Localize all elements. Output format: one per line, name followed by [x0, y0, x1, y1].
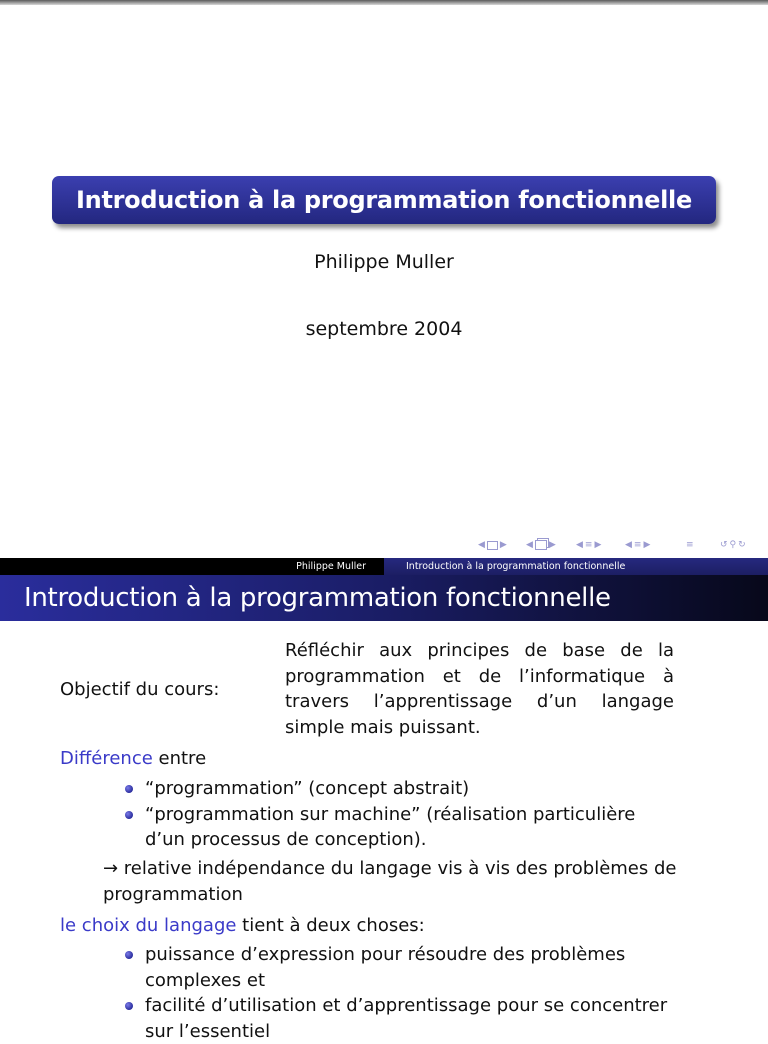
- nav-right-arrow-icon[interactable]: ▶: [643, 540, 651, 550]
- choice-rest: tient à deux choses:: [236, 915, 425, 936]
- nav-right-arrow-icon[interactable]: ▶: [594, 540, 602, 550]
- undo-icon[interactable]: ↺: [720, 540, 728, 550]
- slide-body: [0, 621, 768, 1042]
- list-item-text: “programmation sur machine” (réalisation particulière d’un processus de conception).: [145, 803, 636, 850]
- bullet-icon: [125, 811, 133, 819]
- nav-toc[interactable]: [686, 538, 694, 552]
- bullet-icon: [125, 951, 133, 959]
- objective-label: Objectif du cours:: [60, 679, 220, 700]
- difference-list: [0, 776, 768, 853]
- nav-search-group[interactable]: [720, 538, 746, 552]
- difference-highlight: Différence: [60, 748, 153, 769]
- list-item: [0, 942, 768, 993]
- slide-footer: [0, 558, 768, 575]
- arrow-paragraph: → relative indépendance du langage vis à vis des problèmes de programmation: [103, 858, 677, 905]
- search-icon[interactable]: ⚲: [729, 540, 737, 550]
- footer-author: Philippe Muller: [296, 561, 366, 572]
- frame-icon[interactable]: [487, 541, 498, 550]
- bullet-icon: [125, 1002, 133, 1010]
- difference-line: [60, 746, 206, 772]
- nav-left-arrow-icon[interactable]: ◀: [625, 540, 632, 550]
- nav-right-arrow-icon[interactable]: ▶: [548, 540, 556, 550]
- nav-left-arrow-icon[interactable]: ◀: [478, 540, 485, 550]
- objective-text: Réfléchir aux principes de base de la programmation et de l’informatique à travers l’apprentissage d’un langage simple mais puissant.: [285, 640, 674, 738]
- list-item: [0, 993, 768, 1044]
- choice-highlight: le choix du langage: [60, 915, 237, 936]
- nav-left-arrow-icon[interactable]: ◀: [576, 540, 583, 550]
- nav-section-group[interactable]: [576, 538, 601, 552]
- presentation-title: Introduction à la programmation fonctionnelle: [52, 176, 716, 224]
- list-item-text: “programmation” (concept abstrait): [145, 778, 470, 799]
- list-item-text: facilité d’utilisation et d’apprentissage pour se concentrer sur l’essentiel: [145, 995, 668, 1042]
- nav-frame-group[interactable]: [478, 538, 507, 552]
- section-icon[interactable]: ≡: [633, 540, 642, 550]
- toc-icon[interactable]: ≡: [686, 540, 694, 550]
- bullet-icon: [125, 785, 133, 793]
- list-item: [0, 776, 768, 802]
- frame-title: Introduction à la programmation fonctionnelle: [0, 575, 768, 621]
- footer-title: Introduction à la programmation fonctionnelle: [384, 558, 768, 575]
- section-icon[interactable]: ≡: [584, 540, 593, 550]
- author-name: Philippe Muller: [314, 251, 454, 273]
- nav-right-arrow-icon[interactable]: ▶: [499, 540, 507, 550]
- list-item: [0, 802, 768, 853]
- nav-subsection-group[interactable]: [526, 538, 556, 552]
- nav-section-group-2[interactable]: [625, 538, 650, 552]
- title-slide: [0, 5, 768, 558]
- redo-icon[interactable]: ↻: [738, 540, 746, 550]
- choice-list: [0, 942, 768, 1044]
- difference-rest: entre: [152, 748, 207, 769]
- nav-left-arrow-icon[interactable]: ◀: [526, 540, 533, 550]
- choice-line: [60, 913, 425, 939]
- subsection-icon[interactable]: [535, 540, 547, 550]
- presentation-date: septembre 2004: [305, 318, 463, 340]
- list-item-text: puissance d’expression pour résoudre des problèmes complexes et: [145, 944, 626, 991]
